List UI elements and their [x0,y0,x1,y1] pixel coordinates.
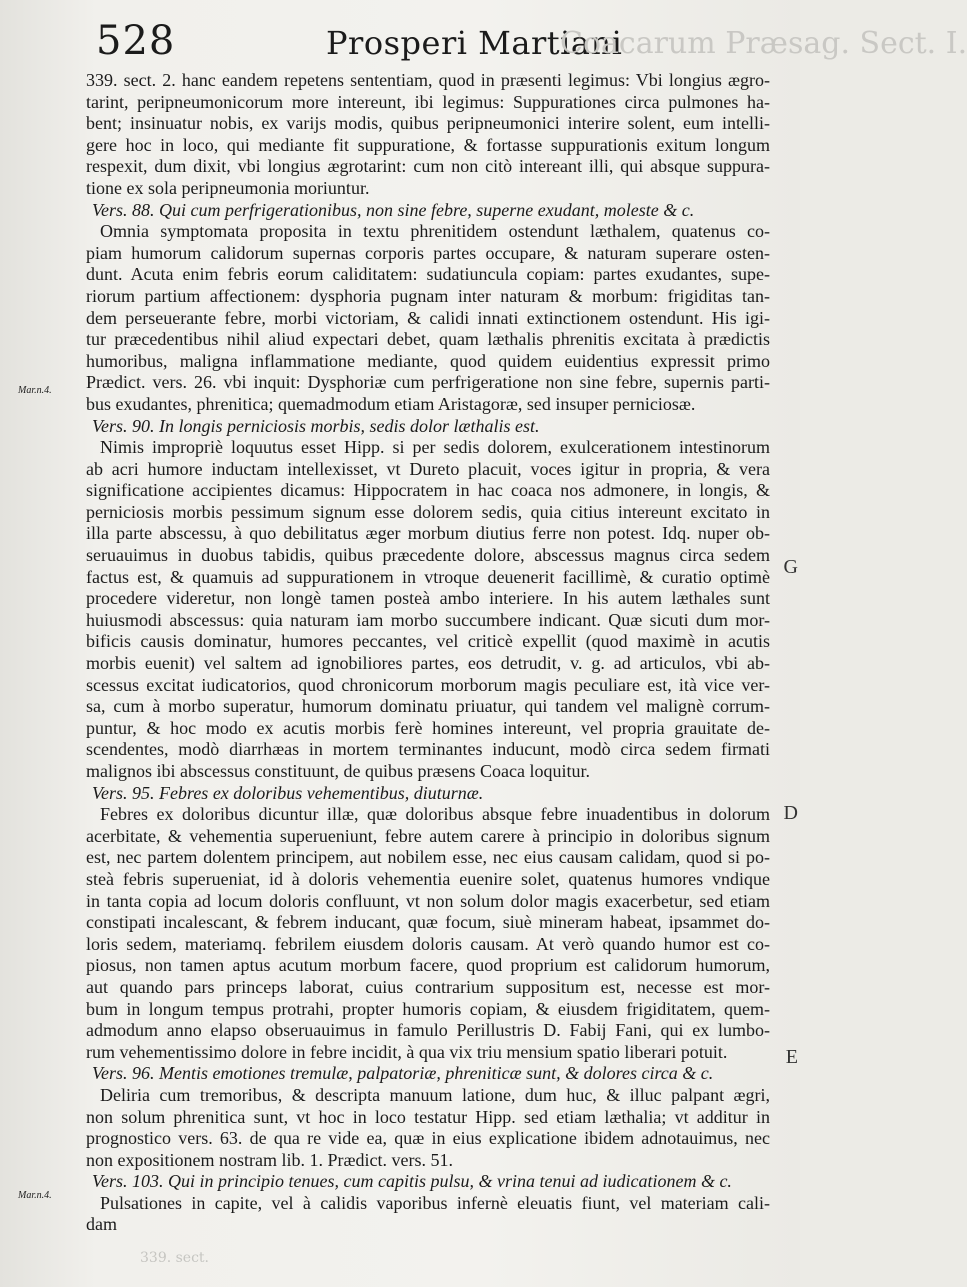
page-number: 528 [96,18,176,64]
verse-heading: Vers. 95. Febres ex doloribus vehementibus, diuturnæ. [92,782,484,803]
text-line: ab acri humore inductam intellexisset, vt Dureto placuit, voces igitur in propria, & vera [86,458,770,479]
text-line: in tanta copia ad locum doloris confluunt, vt non solum dolor magis exacerbetur, sed etiam [86,890,770,911]
text-line: aut quando pars princeps laborat, cuius contrarium suppositum est, necesse est mor- [86,976,770,997]
text-line: Omnia symptomata proposita in textu phrenitidem ostendunt læthalem, quatenus co- [100,221,770,242]
text-line: Prædict. vers. 26. vbi inquit: Dysphoriæ cum perfrigeratione non sine febre, supernis parti- [86,372,770,393]
text-line: perniciosis morbis pessimum signum esse dolorem sedis, quia citius intereunt excitato in [86,501,770,522]
text-line: significatione accipientes dicamus: Hippocratem in hac coaca nos admonere, in longis, & [86,480,770,501]
catchword: dam [86,1214,117,1235]
text-line: puntur, & hoc modo ex acutis morbis ferè homines intereunt, vel propria grauitate de- [86,717,770,738]
text-line: bificis causis dominatur, humores peccantes, vel criticè expellit (quod maximè in acutis [86,631,770,652]
page-header [0,10,967,70]
text-line: rum vehementissimo dolore in febre incidit, à qua vix triu mensium spatio liberari potuit. [86,1041,728,1062]
text-line: riorum partium affectionem: dysphoria pugnam inter naturam & morbum: frigiditas tan- [86,285,770,306]
text-line: tarint, peripneumonicorum more intereunt, ibi legimus: Suppurationes circa pulmones ha- [86,91,770,112]
text-line: loris sedem, materiamq. febrilem eiusdem doloris causam. At verò quando humor est co- [86,933,770,954]
text-line: humoribus, maligna inflammatione mediante, quod quidem euidentius expressit primo [86,350,770,371]
bleed-through-text: 339. sect. [140,1250,210,1266]
text-line: piosus, non tamen aptus acutum morbum facere, quod proprium est calidorum humorum, [86,955,770,976]
text-line: est, nec partem dolentem principem, aut nobilem esse, nec eius causam calidam, quod si po- [86,847,770,868]
text-line: tione ex sola peripneumonia moriuntur. [86,177,370,198]
text-line: dem perseuerante febre, morbi victoriam, & calidi innati extinctionem ostendunt. His igi- [86,307,770,328]
text-line: bum in longum tempus protrahi, propter humoris copiam, & eiusdem frigiditatem, quem- [86,998,770,1019]
text-line: seruauimus in duobus tabidis, quibus præcedente dolore, abscessus magnus circa sedem [86,545,770,566]
text-line: huiusmodi abscessus: quia naturam iam morbo succumbere indicant. Quæ sicuti dum mor- [86,609,770,630]
text-line: malignos ibi abscessus constituunt, de quibus præsens Coaca loquitur. [86,761,590,781]
text-line: tur præcedentibus nihil aliud expectari debet, quam læthalis phrenitis excitata à prædictis [86,329,770,350]
text-line: respexit, dum dixit, vbi longius ægrotarint: cum non citò intereant illi, qui absque suppura- [86,156,770,177]
text-line: Deliria cum tremoribus, & descripta manuum latione, dum huc, & illuc palpant ægri, [100,1084,770,1105]
text-line: factus est, & quamuis ad suppurationem in vtroque deuenerit facillimè, & curatio optimè [86,566,770,587]
text-line: morbis euenit) vel saltem ad ignobiliores partes, eos detrudit, v. g. ad articulos, vbi ab- [86,653,770,674]
text-line: sa, cum à morbo superatur, humorum dominatu priuatur, qui tandem vel malignè corrum- [86,696,770,717]
text-line: Nimis impropriè loquutus esset Hipp. si per sedis dolorem, exulcerationem intestinorum [100,437,770,458]
text-line: procedere videretur, non longè tamen posteà ambo interiere. In his autem læthales sunt [86,588,770,609]
text-line: non expositionem nostram lib. 1. Prædict. vers. 51. [86,1149,453,1170]
text-line: Febres ex doloribus dicuntur illæ, quæ doloribus absque febre inuadentibus in dolorum [100,804,770,825]
edge-mark: D [783,802,798,824]
text-line: scessus excitat iudicatorios, quod chronicorum morborum magis peculiare est, ità vice ver- [86,674,770,695]
margin-note: Mar.n.4. [18,1190,52,1201]
text-line: piam humorum calidorum supernas corporis partes occupare, & naturam superare osten- [86,242,770,263]
bleed-through-text: Coacarum Præsag. Sect. I. [560,26,967,61]
text-line: non solum phrenitica sunt, vt hoc in loco testatur Hipp. sed etiam læthalia; vt additur in [86,1106,770,1127]
verse-heading: Vers. 96. Mentis emotiones tremulæ, palpatoriæ, phreniticæ sunt, & dolores circa & c. [92,1063,714,1084]
running-title: Prosperi Martiani [326,24,623,62]
edge-mark: G [783,556,798,578]
text-line: scendentes, modò diarrhæas in mortem terminantes inducunt, modò circa sedem firmati [86,739,770,760]
text-line: dunt. Acuta enim febris eorum caliditatem: sudatiuncula copiam: partes exudantes, supe- [86,264,770,285]
text-line: prognostico vers. 63. de qua re vide ea, quæ in eius explicatione ibidem adnotauimus, nec [86,1128,770,1149]
verse-heading: Vers. 90. In longis perniciosis morbis, sedis dolor læthalis est. [92,415,540,436]
text-line: bus exudantes, phrenitica; quemadmodum etiam Aristagoræ, sed insuper perniciosæ. [86,393,696,414]
text-line: Pulsationes in capite, vel à calidis vaporibus infernè eleuatis fiunt, vel materiam cali- [100,1192,770,1213]
text-line: bent; insinuatur nobis, ex varijs modis, quibus peripneumonici interire solent, eum intelli- [86,113,770,134]
text-line: constipati incalescant, & febrem inducant, quæ focum, siuè mineram habeat, ipsammet do- [86,912,770,933]
text-line: acerbitate, & vehementia superueniunt, febre autem carere à principio in doloribus signum [86,825,770,846]
edge-mark: E [785,1046,798,1068]
text-line: admodum anno elapso obseruauimus in famulo Perillustris D. Fabij Fani, qui ex lumbo- [86,1020,770,1041]
verse-heading: Vers. 88. Qui cum perfrigerationibus, non sine febre, superne exudant, moleste & c. [92,199,695,220]
margin-note: Mar.n.4. [18,385,52,396]
verse-heading: Vers. 103. Qui in principio tenues, cum capitis pulsu, & vrina tenui ad iudicationem & c. [92,1171,732,1192]
text-line: gere hoc in loco, qui mediante fit suppuratione, & fortasse suppurationis exitum longum [86,134,770,155]
body-text [86,70,770,1236]
text-line: illa parte abscessu, à quo debilitatus æger morbum diutius ferre non potest. Idq. nuper ob- [86,523,770,544]
text-line: steà febris superueniat, id à doloris vehementia euenire solet, quatenus humores vndique [86,868,770,889]
text-line: 339. sect. 2. hanc eandem repetens sententiam, quod in præsenti legimus: Vbi longius ægro- [86,70,770,90]
